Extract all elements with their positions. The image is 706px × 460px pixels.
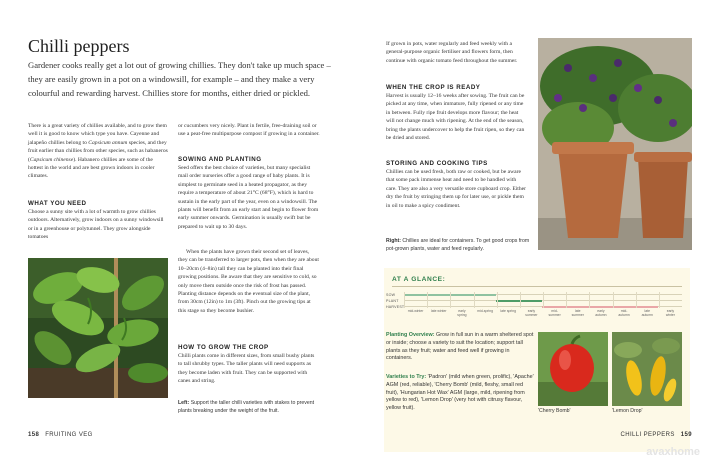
footer-right bbox=[620, 432, 692, 438]
glance-divider bbox=[392, 286, 682, 287]
planting-overview: Planting Overview: Grow in full sun in a warm sheltered spot or inside; choose a variety to suit the location; support tall plants as they fruit; water and feed well if growing in containers. bbox=[386, 332, 534, 362]
potted-chillies-photo bbox=[538, 38, 692, 250]
month-tick bbox=[543, 292, 544, 308]
month-tick bbox=[520, 292, 521, 308]
cherry-bomb-photo bbox=[538, 332, 608, 406]
month-label: late winter bbox=[431, 309, 447, 313]
what-you-need-text: Choose a sunny site with a lot of warmth to grow chillies outdoors. Alternatively, grow indoors on a sunny windowsill or in a greenhouse or polytunnel. They grow alongside tomatoes bbox=[28, 209, 164, 241]
heading-storing-cooking: STORING AND COOKING TIPS bbox=[386, 160, 488, 167]
at-a-glance-title: AT A GLANCE: bbox=[392, 276, 446, 283]
left-caption-text: Left: Support the taller chilli varieties with stakes to prevent plants breaking under the weight of the fruit. bbox=[178, 400, 315, 414]
harvest-bar bbox=[542, 306, 658, 308]
watermark: avaxhome bbox=[646, 446, 700, 458]
intro-paragraph: Gardener cooks really get a lot out of growing chillies. They don't take up much space – they are easily grown in a pot on a windowsill, for example – and they make a very colourful and rewarding harvest. Chillies store for months, either dried or pickled. bbox=[28, 60, 331, 98]
at-a-glance-panel bbox=[384, 268, 690, 452]
month-label: early autumn bbox=[595, 309, 607, 318]
heading-sowing-planting: SOWING AND PLANTING bbox=[178, 156, 262, 163]
varieties-to-try: Varieties to Try: 'Padron' (mild when green, prolific), 'Apache' AGM (red, reliable), 'Cherry Bomb' (mild, fleshy, small red fruit), 'Hungarian Hot Wax' AGM (large, mild, ripening from yellow to red), 'Lemon Drop' (very hot with citrusy flavour, yellow fruit). bbox=[386, 374, 534, 412]
heading-what-you-need: WHAT YOU NEED bbox=[28, 200, 87, 207]
month-label: mid-autumn bbox=[618, 309, 630, 318]
month-label: late summer bbox=[571, 309, 584, 318]
month-tick bbox=[450, 292, 451, 308]
month-label: late spring bbox=[500, 309, 517, 313]
col3-intro-text: If grown in pots, water regularly and feed weekly with a general-purpose organic fertiliser and flowers form, then continue with organic tomato feed throughout the summer. bbox=[386, 41, 518, 64]
cherry-bomb-illustration bbox=[538, 332, 608, 406]
sowing-text: Seed offers the best choice of varieties, but many specialist mail order nurseries offer a good range of baby plants. It is simplest to germinate seed in a heated propagator, as they require a temperature of about 21°C (68°F), which is hard to sustain in the early part of the year, even on a windowsill. The plants will benefit from an early start and begin to flower from early summer onwards. Germination is usually swift but be prepared to wait up to 30 days. bbox=[178, 165, 319, 230]
month-tick bbox=[589, 292, 590, 308]
month-tick bbox=[404, 292, 405, 308]
month-tick bbox=[474, 292, 475, 308]
storing-text: Chillies can be used fresh, both raw or cooked, but be aware that some pack immense heat and need to be handled with care. They are also a very versatile store cupboard crop. Either dry the fruit by stringing them up for later use, or pickle them in oil to make a spicy condiment. bbox=[386, 169, 526, 209]
page-number-right: 159 bbox=[680, 432, 692, 438]
heading-crop-ready: WHEN THE CROP IS READY bbox=[386, 84, 481, 91]
right-caption: Right: Chillies are ideal for containers. To get good crops from pot-grown plants, water and feed regularly. bbox=[386, 238, 530, 252]
sowing-text-2: When the plants have grown their second set of leaves, they can be transferred to larger pots, then when they are about 10–20cm (4–8in) tall they can be planted into their final growing positions. Be aware that they are sensitive to cold, so only move them outside once the risk of frost has passed. Planting distance depends on the eventual size of the plant, from 30cm (12in) to 1m (3ft). Pinch out the growing tips at this stage so they become bushier. bbox=[178, 249, 319, 314]
month-label: mid-summer bbox=[548, 309, 561, 318]
month-tick bbox=[659, 292, 660, 308]
section-label-right: CHILLI PEPPERS bbox=[620, 432, 675, 438]
lemon-drop-illustration bbox=[612, 332, 682, 406]
heading-how-to-grow: HOW TO GROW THE CROP bbox=[178, 344, 269, 351]
month-label: early winter bbox=[665, 309, 675, 318]
month-tick bbox=[497, 292, 498, 308]
chilli-plant-photo bbox=[28, 258, 168, 398]
cherry-bomb-caption: 'Cherry Bomb' bbox=[538, 408, 571, 414]
section-label-left: FRUITING VEG bbox=[45, 432, 93, 438]
page-number-left: 158 bbox=[28, 432, 40, 438]
col1-paragraph: There is a great variety of chillies available, and to grow them well it is good to know which type you have. Cayenne and jalapeño chillies belong to Capsicum annum species, and they fruit earlier than chillies from other species, such as habaneros (Capsicum chinense). Habanero chillies are some of the hottest in the world and are best grown indoors in cooler climates. bbox=[28, 123, 168, 180]
month-tick bbox=[613, 292, 614, 308]
month-label: early spring bbox=[457, 309, 467, 318]
month-tick bbox=[636, 292, 637, 308]
potted-chillies-illustration bbox=[538, 38, 692, 250]
month-label: mid-winter bbox=[407, 309, 424, 313]
page-title: Chilli peppers bbox=[28, 36, 130, 56]
row-label-sow: SOW bbox=[386, 293, 396, 297]
month-tick bbox=[566, 292, 567, 308]
footer-left bbox=[28, 432, 93, 438]
lemon-drop-photo bbox=[612, 332, 682, 406]
row-label-plant: PLANT bbox=[386, 299, 399, 303]
chilli-plant-illustration bbox=[28, 258, 168, 398]
month-label: early summer bbox=[525, 309, 538, 318]
month-tick bbox=[427, 292, 428, 308]
col2-intro-text: or cucumbers very nicely. Plant in fertile, free-draining soil or use a peat-free multipurpose compost if growing in a container. bbox=[178, 123, 320, 138]
row-label-harvest: HARVEST bbox=[386, 305, 405, 309]
how-to-grow-text: Chilli plants come in different sizes, from small bushy plants to tall shrubby types. The taller plants will need supports as they become laden with fruit. They can be supported with canes and string. bbox=[178, 353, 315, 385]
month-label: mid-spring bbox=[477, 309, 493, 313]
lemon-drop-caption: 'Lemon Drop' bbox=[612, 408, 643, 414]
month-label: late autumn bbox=[641, 309, 653, 318]
crop-ready-text: Harvest is usually 12–16 weeks after sowing. The fruit can be picked at any time, when immature, fully ripened or any time in between. Fully ripe fruit develops more flavour; the heat will not change much with ripening. At the end of the season, bring the plants undercover to help the fruit ripen, so they can be dried and stored. bbox=[386, 93, 525, 142]
